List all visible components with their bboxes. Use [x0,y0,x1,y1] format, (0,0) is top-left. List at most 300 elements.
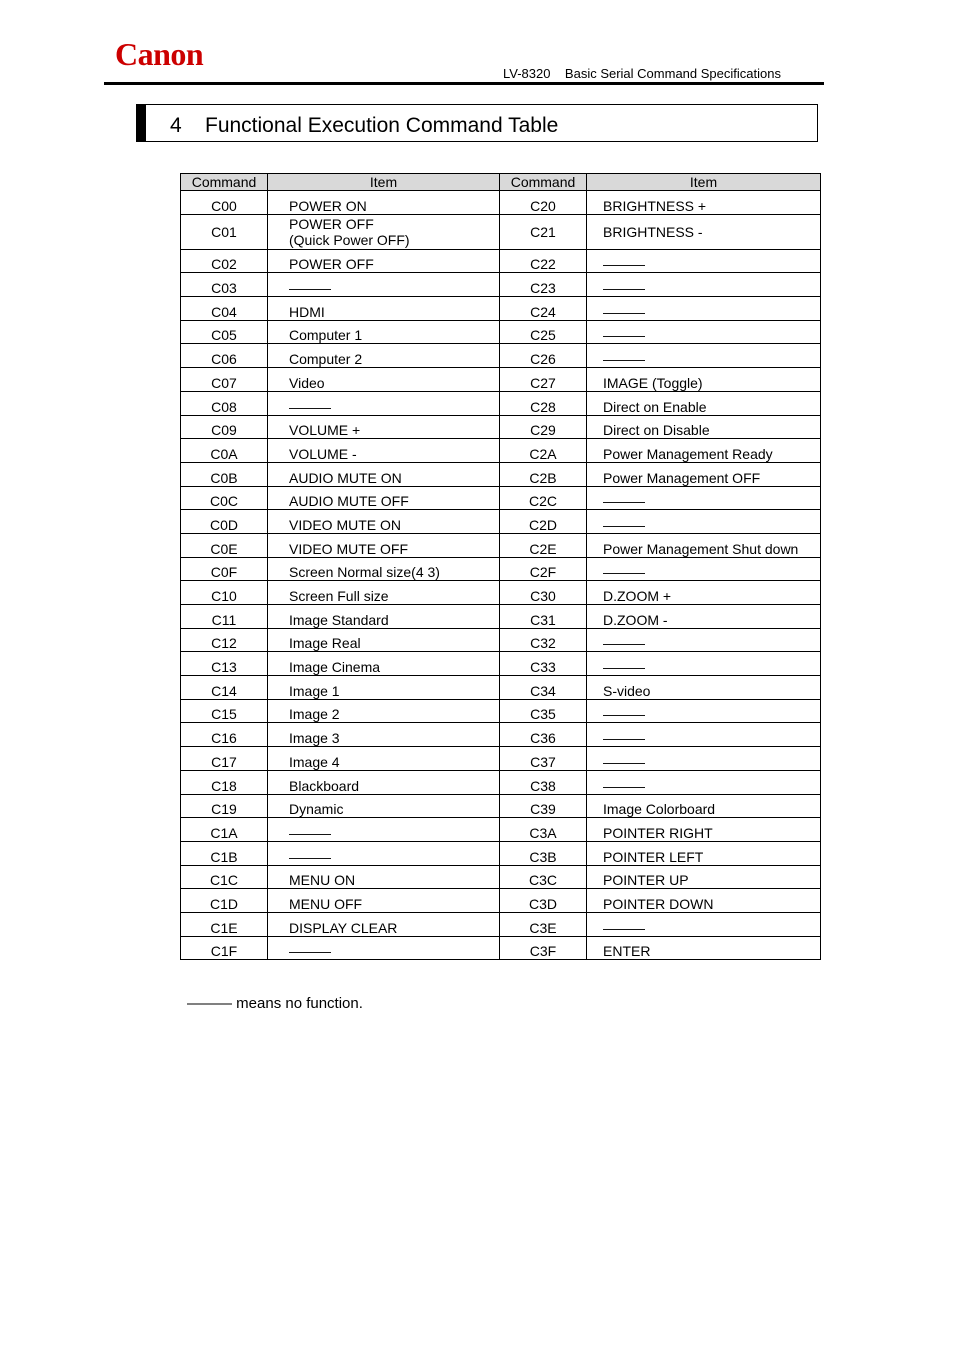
command-code-cell [500,462,587,486]
item-cell [587,865,821,889]
command-code-cell [500,273,587,297]
header-divider [104,82,824,85]
item-cell [587,510,821,534]
item-cell [587,912,821,936]
item-cell [268,486,500,510]
cell-text: C00 [211,197,237,214]
header-command-2: Command [500,174,587,191]
cell-text: C2B [529,469,557,486]
cell-text: Image Standard [289,611,389,628]
item-cell [587,936,821,960]
item-cell [587,273,821,297]
command-code-cell [500,391,587,415]
item-cell [268,249,500,273]
item-cell [587,605,821,629]
cell-text: C1A [210,824,238,841]
command-code-cell [500,912,587,936]
item-cell [268,652,500,676]
table-row [181,676,821,700]
table-row [181,770,821,794]
section-title: Functional Execution Command Table [205,114,559,137]
command-code-cell [500,214,587,249]
section-number: 4 [170,114,182,137]
cell-text: Image Real [289,635,361,652]
command-code-cell [500,936,587,960]
cell-text: ——— [603,351,645,368]
command-code-cell [500,533,587,557]
cell-text: ——— [603,327,645,344]
command-code-cell [181,191,268,215]
cell-text: C1E [210,919,238,936]
item-cell [587,747,821,771]
command-code-cell [500,249,587,273]
table-row [181,486,821,510]
command-code-cell [500,510,587,534]
cell-text: C35 [530,706,556,723]
cell-text: C03 [211,280,237,297]
item-cell [268,415,500,439]
cell-text: Video [289,374,325,391]
cell-text: ——— [603,256,645,273]
command-code-cell [500,439,587,463]
cell-text: POWER OFF (Quick Power OFF) [289,215,410,248]
cell-text: C1F [210,943,238,960]
cell-text: C04 [211,303,237,320]
item-cell [268,770,500,794]
item-cell [268,344,500,368]
cell-text: C25 [530,327,556,344]
item-cell [268,723,500,747]
cell-text: C24 [530,303,556,320]
table-row [181,191,821,215]
cell-text: C17 [211,753,237,770]
cell-text: ——— [603,730,645,747]
item-cell [587,557,821,581]
cell-text: ——— [603,564,645,581]
cell-text: POINTER RIGHT [603,824,713,841]
cell-text: POINTER UP [603,872,689,889]
item-cell [587,320,821,344]
command-code-cell [181,391,268,415]
item-cell [587,415,821,439]
cell-text: Blackboard [289,777,360,794]
cell-text: BRIGHTNESS - [603,223,703,240]
cell-text: D.ZOOM - [603,611,668,628]
item-cell [587,462,821,486]
item-cell [587,533,821,557]
cell-text: ——— [603,516,645,533]
cell-text: ——— [289,848,331,865]
cell-text: C0B [210,469,238,486]
cell-text: BRIGHTNESS + [603,197,707,214]
cell-text: ——— [603,919,645,936]
cell-text: IMAGE (Toggle) [603,374,703,391]
cell-text: C11 [211,611,237,628]
cell-text: C08 [211,398,237,415]
item-cell [268,510,500,534]
command-code-cell [181,462,268,486]
cell-text: C23 [530,280,556,297]
command-code-cell [181,865,268,889]
table-row [181,557,821,581]
cell-text: C12 [211,635,237,652]
cell-text: C07 [211,374,237,391]
cell-text: VOLUME + [289,422,361,439]
header-item-2: Item [587,174,821,191]
item-cell [268,794,500,818]
cell-text: C32 [530,635,556,652]
command-code-cell [181,533,268,557]
item-cell [268,214,500,249]
table-row [181,391,821,415]
cell-text: Computer 2 [289,351,363,368]
cell-text: AUDIO MUTE OFF [289,493,409,510]
table-row [181,818,821,842]
cell-text: POINTER LEFT [603,848,704,865]
cell-text: Direct on Enable [603,398,707,415]
cell-text: Image Colorboard [603,801,716,818]
command-code-cell [500,889,587,913]
cell-text: C10 [211,588,237,604]
command-code-cell [500,747,587,771]
cell-text: C2A [529,445,557,462]
cell-text: C0A [210,445,238,462]
item-cell [268,273,500,297]
table-row [181,249,821,273]
item-cell [268,320,500,344]
cell-text: C2E [529,540,557,557]
cell-text: VIDEO MUTE OFF [289,540,408,557]
cell-text: POWER OFF [289,256,374,273]
item-cell [268,747,500,771]
command-code-cell [500,699,587,723]
header-item-1: Item [268,174,500,191]
command-code-cell [181,794,268,818]
cell-text: ——— [289,398,331,415]
item-cell [587,628,821,652]
item-cell [587,368,821,392]
cell-text: C0C [209,493,238,510]
command-code-cell [181,912,268,936]
cell-text: VIDEO MUTE ON [289,516,402,533]
table-row [181,320,821,344]
cell-text: C1B [210,848,238,865]
command-code-cell [181,699,268,723]
command-code-cell [500,723,587,747]
cell-text: C1C [209,872,238,889]
command-code-cell [181,581,268,605]
table-row [181,841,821,865]
item-cell [268,889,500,913]
command-code-cell [181,439,268,463]
command-code-cell [500,581,587,605]
command-code-cell [181,628,268,652]
cell-text: Direct on Disable [603,422,710,439]
command-code-cell [500,841,587,865]
cell-text: Image 2 [289,706,340,723]
command-code-cell [500,865,587,889]
item-cell [268,936,500,960]
table-row [181,747,821,771]
item-cell [268,557,500,581]
cell-text: Screen Normal size(4 3) [289,564,440,581]
command-code-cell [181,249,268,273]
table-header-row [181,174,821,191]
item-cell [268,841,500,865]
section-heading [136,104,818,142]
cell-text: C31 [530,611,556,628]
cell-text: MENU ON [289,872,356,889]
item-cell [587,699,821,723]
cell-text: C2D [528,516,557,533]
command-code-cell [181,415,268,439]
cell-text: C02 [211,256,237,273]
item-cell [268,699,500,723]
cell-text: C14 [211,682,237,699]
command-code-cell [181,605,268,629]
item-cell [268,676,500,700]
cell-text: DISPLAY CLEAR [289,919,398,936]
table-row [181,794,821,818]
table-row [181,889,821,913]
command-code-cell [181,273,268,297]
cell-text: C15 [211,706,237,723]
command-code-cell [500,557,587,581]
cell-text: ——— [289,943,331,960]
cell-text: ——— [603,493,645,510]
command-code-cell [500,191,587,215]
cell-text: C3E [529,919,557,936]
table-row [181,865,821,889]
table-row [181,368,821,392]
item-cell [587,723,821,747]
cell-text: C09 [211,422,237,439]
item-cell [268,191,500,215]
command-code-cell [500,794,587,818]
table-row [181,936,821,960]
cell-text: C3A [529,824,557,841]
cell-text: C3F [529,943,557,960]
cell-text: C22 [530,256,556,273]
cell-text: C36 [530,730,556,747]
cell-text: Power Management OFF [603,469,761,486]
command-code-cell [500,628,587,652]
item-cell [587,344,821,368]
cell-text: C01 [211,223,237,240]
item-cell [587,676,821,700]
cell-text: C33 [530,659,556,676]
cell-text: C26 [530,351,556,368]
cell-text: C1D [209,895,238,912]
cell-text: C21 [530,223,556,240]
cell-text: POINTER DOWN [603,895,714,912]
item-cell [268,533,500,557]
table-row [181,297,821,321]
command-code-cell [181,368,268,392]
command-code-cell [181,723,268,747]
command-code-cell [500,368,587,392]
command-code-cell [181,770,268,794]
cell-text: AUDIO MUTE ON [289,469,402,486]
cell-text: ——— [289,280,331,297]
item-cell [587,770,821,794]
cell-text: C3D [528,895,557,912]
cell-text: HDMI [289,303,325,320]
command-code-cell [181,652,268,676]
cell-text: ——— [603,635,645,652]
command-code-cell [181,841,268,865]
table-row [181,628,821,652]
document-title: LV-8320 Basic Serial Command Specifications [503,66,781,81]
cell-text: C3C [528,872,557,889]
cell-text: C37 [530,753,556,770]
cell-text: C29 [530,422,556,439]
table-row [181,214,821,249]
table-row [181,510,821,534]
item-cell [587,297,821,321]
item-cell [268,297,500,321]
cell-text: ——— [603,659,645,676]
cell-text: C20 [530,197,556,214]
item-cell [587,818,821,842]
command-table [180,173,821,960]
item-cell [587,391,821,415]
cell-text: VOLUME - [289,445,357,462]
cell-text: C30 [530,588,556,604]
cell-text: C38 [530,777,556,794]
cell-text: Power Management Shut down [603,540,799,557]
cell-text: C39 [530,801,556,818]
cell-text: ——— [289,824,331,841]
cell-text: MENU OFF [289,895,363,912]
command-code-cell [181,510,268,534]
table-row [181,605,821,629]
cell-text: Dynamic [289,801,344,818]
canon-logo: Canon [115,36,204,72]
item-cell [587,249,821,273]
command-code-cell [181,320,268,344]
cell-text: ——— [603,777,645,794]
item-cell [268,605,500,629]
cell-text: Screen Full size [289,588,389,604]
command-code-cell [181,344,268,368]
footnote: ——— means no function. [187,995,363,1012]
command-code-cell [181,747,268,771]
table-row [181,652,821,676]
command-code-cell [500,676,587,700]
table-row [181,462,821,486]
command-code-cell [181,214,268,249]
cell-text: Image Cinema [289,659,381,676]
cell-text: ——— [603,706,645,723]
item-cell [587,486,821,510]
table-row [181,581,821,605]
cell-text: S-video [603,682,651,699]
item-cell [268,818,500,842]
item-cell [268,368,500,392]
cell-text: Computer 1 [289,327,363,344]
command-code-cell [181,818,268,842]
table-row [181,415,821,439]
cell-text: POWER ON [289,197,367,214]
cell-text: C13 [211,659,237,676]
cell-text: C0D [209,516,238,533]
cell-text: C16 [211,730,237,747]
item-cell [268,439,500,463]
cell-text: Image 1 [289,682,340,699]
item-cell [268,391,500,415]
cell-text: C34 [530,682,556,699]
header-command-1: Command [181,174,268,191]
table-row [181,699,821,723]
item-cell [587,652,821,676]
cell-text: C0E [210,540,238,557]
command-code-cell [181,889,268,913]
item-cell [268,628,500,652]
cell-text: C19 [211,801,237,818]
table-row [181,533,821,557]
cell-text: C27 [530,374,556,391]
cell-text: D.ZOOM + [603,588,672,604]
item-cell [587,191,821,215]
cell-text: C2C [528,493,557,510]
item-cell [268,462,500,486]
item-cell [587,841,821,865]
cell-text: C3B [529,848,557,865]
cell-text: C0F [210,564,238,581]
command-code-cell [181,297,268,321]
item-cell [587,794,821,818]
command-code-cell [500,770,587,794]
cell-text: ENTER [603,943,651,960]
table-row [181,912,821,936]
cell-text: C18 [211,777,237,794]
cell-text: C05 [211,327,237,344]
command-code-cell [500,818,587,842]
command-code-cell [500,297,587,321]
cell-text: ——— [603,280,645,297]
table-row [181,344,821,368]
item-cell [587,581,821,605]
command-code-cell [500,344,587,368]
cell-text: Image 4 [289,753,340,770]
command-code-cell [500,605,587,629]
item-cell [587,439,821,463]
item-cell [268,865,500,889]
command-code-cell [181,936,268,960]
item-cell [268,581,500,605]
cell-text: ——— [603,303,645,320]
cell-text: ——— [603,753,645,770]
cell-text: C2F [529,564,557,581]
item-cell [268,912,500,936]
command-code-cell [181,676,268,700]
table-row [181,273,821,297]
command-code-cell [181,486,268,510]
item-cell [587,214,821,249]
table-row [181,439,821,463]
command-code-cell [500,320,587,344]
command-code-cell [500,486,587,510]
cell-text: Power Management Ready [603,445,773,462]
command-code-cell [500,415,587,439]
item-cell [587,889,821,913]
table-row [181,723,821,747]
command-code-cell [181,557,268,581]
cell-text: Image 3 [289,730,340,747]
command-code-cell [500,652,587,676]
cell-text: C28 [530,398,556,415]
